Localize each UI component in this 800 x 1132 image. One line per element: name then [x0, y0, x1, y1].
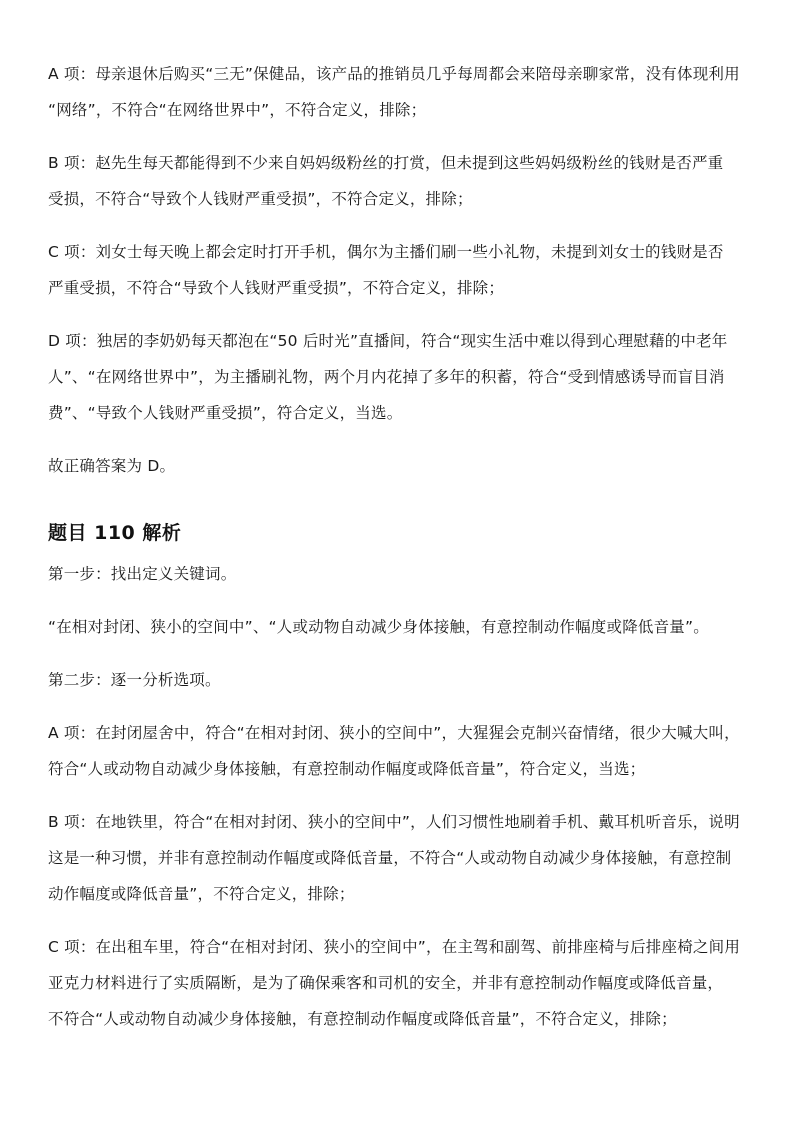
text-line: 第二步：逐一分析选项。	[48, 671, 221, 689]
text-line: 人”、“在网络世界中”，为主播刷礼物，两个月内花掉了多年的积蓄，符合“受到情感诱导而盲目消	[48, 368, 725, 386]
text-line: A 项：在封闭屋舍中，符合“在相对封闭、狭小的空间中”，大猩猩会克制兴奋情绪，很少大喊大叫，	[48, 724, 740, 742]
text-line: D 项：独居的李奶奶每天都泡在“50 后时光”直播间，符合“现实生活中难以得到心理慰藉的中老年	[48, 332, 728, 350]
text-line: A 项：母亲退休后购买“三无”保健品，该产品的推销员几乎每周都会来陪母亲聊家常，没有体现利用	[48, 65, 740, 83]
text-line: 这是一种习惯，并非有意控制动作幅度或降低音量，不符合“人或动物自动减少身体接触，有意控制	[48, 849, 732, 867]
paragraph-option-a	[48, 715, 760, 787]
paragraph-answer	[48, 448, 760, 484]
paragraph-option-c	[48, 929, 760, 1037]
text-line: 动作幅度或降低音量”，不符合定义，排除；	[48, 885, 355, 903]
text-line: 费”、“导致个人钱财严重受损”，符合定义，当选。	[48, 404, 403, 422]
text-line: 受损，不符合“导致个人钱财严重受损”，不符合定义，排除；	[48, 190, 473, 208]
text-line: 故正确答案为 D。	[48, 457, 176, 475]
text-line: 亚克力材料进行了实质隔断，是为了确保乘客和司机的安全，并非有意控制动作幅度或降低音量，	[48, 974, 724, 992]
text-line: B 项：赵先生每天都能得到不少来自妈妈级粉丝的打赏，但未提到这些妈妈级粉丝的钱财是否严重	[48, 154, 724, 172]
paragraph-option-a	[48, 56, 760, 128]
paragraph-option-b	[48, 804, 760, 912]
paragraph-keywords	[48, 609, 760, 645]
text-line: “在相对封闭、狭小的空间中”、“人或动物自动减少身体接触，有意控制动作幅度或降低音量”。	[48, 618, 709, 636]
paragraph-option-c	[48, 234, 760, 306]
paragraph-option-b	[48, 145, 760, 217]
section-previous-answer	[48, 56, 760, 484]
section-heading: 题目 110 解析	[48, 522, 182, 544]
text-line: 不符合“人或动物自动减少身体接触，有意控制动作幅度或降低音量”，不符合定义，排除；	[48, 1010, 677, 1028]
text-line: C 项：刘女士每天晚上都会定时打开手机，偶尔为主播们刷一些小礼物，未提到刘女士的钱财是否	[48, 243, 724, 261]
document-page	[48, 56, 760, 1054]
text-line: “网络”，不符合“在网络世界中”，不符合定义，排除；	[48, 101, 427, 119]
text-line: C 项：在出租车里，符合“在相对封闭、狭小的空间中”，在主驾和副驾、前排座椅与后排座椅之间用	[48, 938, 741, 956]
paragraph-step-one	[48, 556, 760, 592]
section-question-110	[48, 516, 760, 1037]
text-line: 符合“人或动物自动减少身体接触，有意控制动作幅度或降低音量”，符合定义，当选；	[48, 760, 646, 778]
paragraph-step-two	[48, 662, 760, 698]
text-line: B 项：在地铁里，符合“在相对封闭、狭小的空间中”，人们习惯性地刷着手机、戴耳机听音乐，说明	[48, 813, 740, 831]
text-line: 严重受损，不符合“导致个人钱财严重受损”，不符合定义，排除；	[48, 279, 505, 297]
text-line: 第一步：找出定义关键词。	[48, 565, 237, 583]
paragraph-option-d	[48, 323, 760, 431]
